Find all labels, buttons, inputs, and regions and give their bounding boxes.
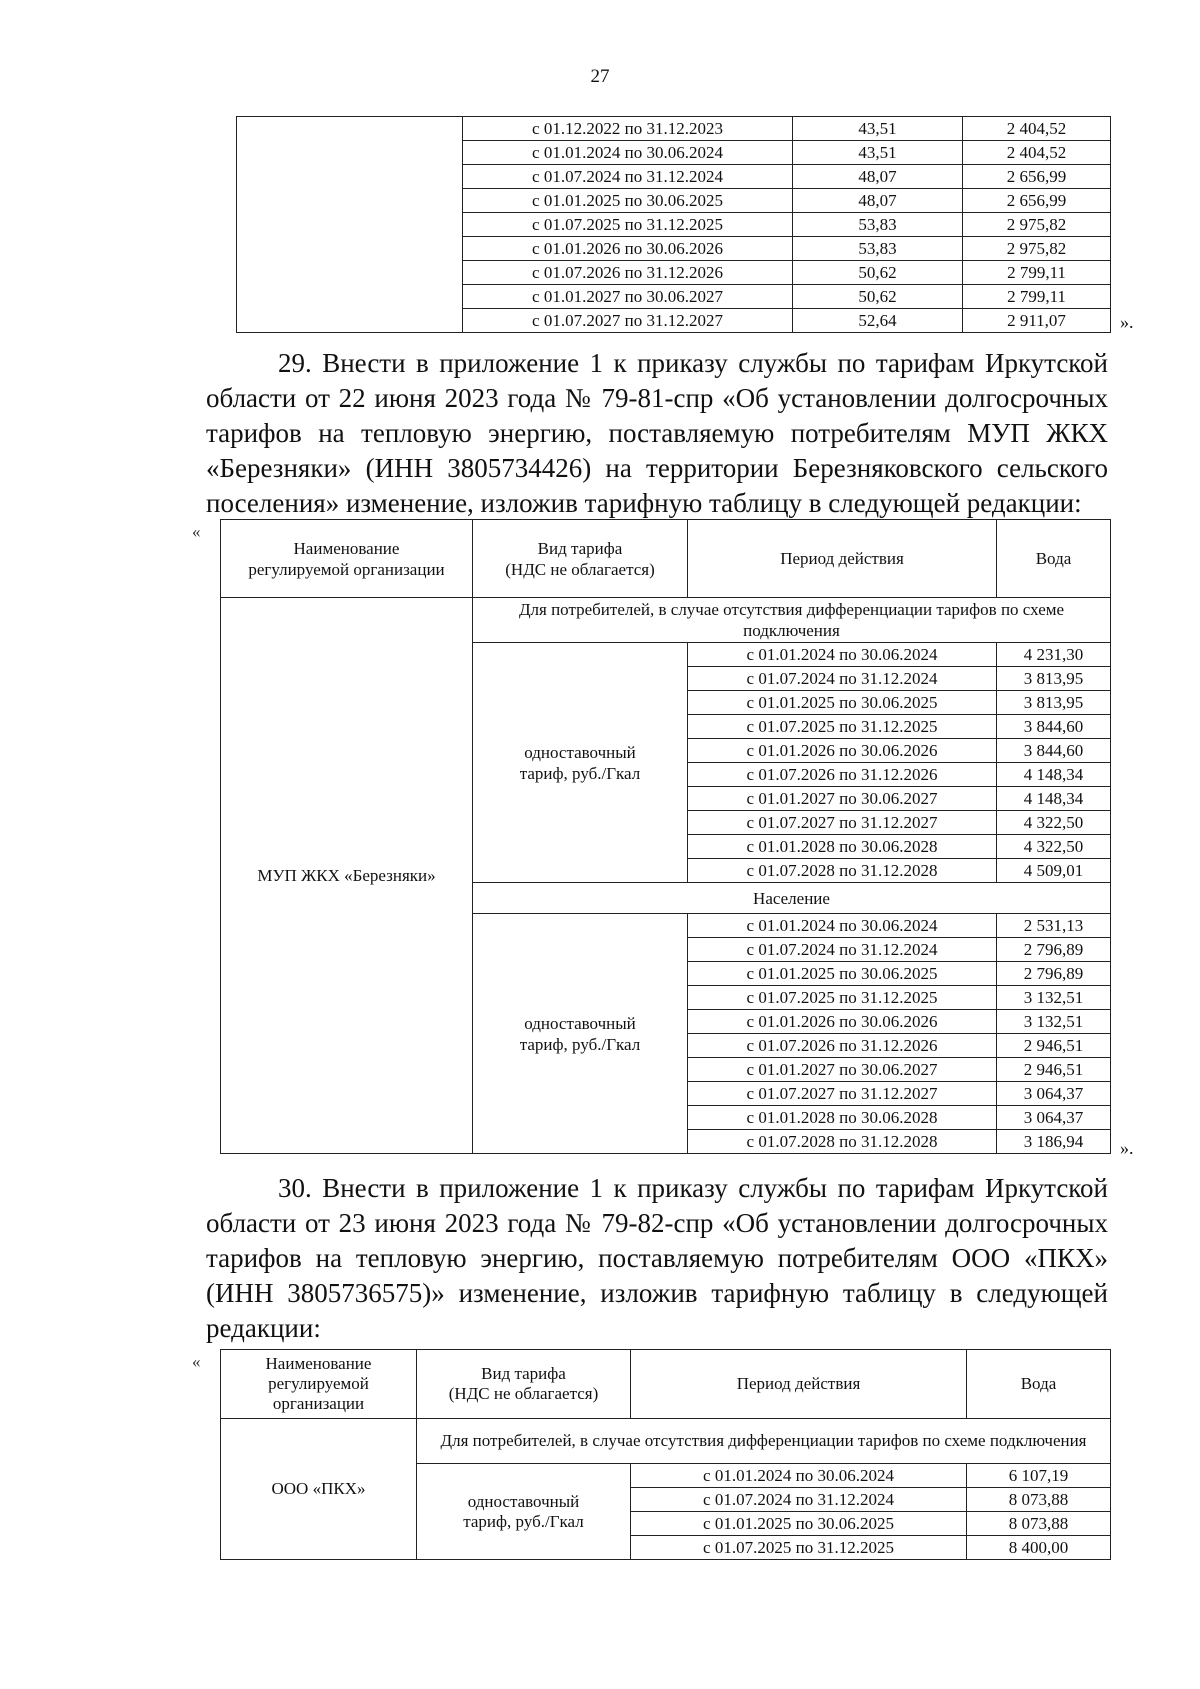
org-name-cell: ООО «ПКХ» <box>221 1419 417 1560</box>
value-cell: 2 799,11 <box>963 285 1111 309</box>
value-cell: 3 064,37 <box>997 1106 1111 1130</box>
value-cell: 2 911,07 <box>963 309 1111 333</box>
period-cell: с 01.01.2024 по 30.06.2024 <box>463 141 793 165</box>
value-cell: 48,07 <box>793 165 963 189</box>
org-name-cell: МУП ЖКХ «Березняки» <box>221 598 473 1154</box>
value-cell: 4 148,34 <box>997 787 1111 811</box>
value-cell: 50,62 <box>793 285 963 309</box>
period-cell: с 01.07.2024 по 31.12.2024 <box>463 165 793 189</box>
value-cell: 43,51 <box>793 141 963 165</box>
value-cell: 2 796,89 <box>997 938 1111 962</box>
period-cell: с 01.01.2025 по 30.06.2025 <box>463 189 793 213</box>
table-row <box>221 1419 1111 1464</box>
value-cell: 8 073,88 <box>967 1488 1111 1512</box>
value-cell: 3 132,51 <box>997 986 1111 1010</box>
value-cell: 3 844,60 <box>997 715 1111 739</box>
header-period: Период действия <box>688 520 997 598</box>
table2-opening-quote: « <box>192 522 201 541</box>
value-cell: 4 322,50 <box>997 835 1111 859</box>
period-cell: с 01.01.2026 по 30.06.2026 <box>688 739 997 763</box>
value-cell: 2 975,82 <box>963 237 1111 261</box>
value-cell: 43,51 <box>793 117 963 141</box>
value-cell: 8 400,00 <box>967 1536 1111 1560</box>
note-cell: Для потребителей, в случае отсутствия дифференциации тарифов по схеме подключения <box>473 598 1111 643</box>
period-cell: с 01.01.2024 по 30.06.2024 <box>688 643 997 667</box>
period-cell: с 01.01.2025 по 30.06.2025 <box>688 691 997 715</box>
value-cell: 2 799,11 <box>963 261 1111 285</box>
header-tariff-type: Вид тарифа (НДС не облагается) <box>473 520 688 598</box>
header-period: Период действия <box>631 1350 967 1419</box>
period-cell: с 01.01.2028 по 30.06.2028 <box>688 835 997 859</box>
header-water: Вода <box>997 520 1111 598</box>
tariff-table-berezniaki <box>220 519 1111 1154</box>
period-cell: с 01.01.2027 по 30.06.2027 <box>463 285 793 309</box>
value-cell: 6 107,19 <box>967 1464 1111 1488</box>
period-cell: с 01.07.2025 по 31.12.2025 <box>688 715 997 739</box>
period-cell: с 01.07.2027 по 31.12.2027 <box>688 1082 997 1106</box>
value-cell: 2 796,89 <box>997 962 1111 986</box>
tariff-table-continued <box>236 116 1111 333</box>
table-header-row <box>221 520 1111 598</box>
period-cell: с 01.07.2024 по 31.12.2024 <box>688 667 997 691</box>
value-cell: 3 844,60 <box>997 739 1111 763</box>
value-cell: 8 073,88 <box>967 1512 1111 1536</box>
table3-opening-quote: « <box>192 1352 201 1371</box>
page-number: 27 <box>590 66 610 87</box>
period-cell: с 01.07.2024 по 31.12.2024 <box>631 1488 967 1512</box>
paragraph-29: 29. Внести в приложение 1 к приказу службы по тарифам Иркутской области от 22 июня 2023 года № 79-81-спр «Об установлении долгосрочных тарифов на тепловую энергию, поставляемую потребителям МУП ЖКХ «Березняки» (ИНН 3805734426) на территории Березняковского сельского поселения» изменение, изложив тарифную таблицу в следующей редакции: <box>206 348 1108 518</box>
value-cell: 4 231,30 <box>997 643 1111 667</box>
period-cell: с 01.07.2025 по 31.12.2025 <box>463 213 793 237</box>
value-cell: 4 148,34 <box>997 763 1111 787</box>
population-cell: Население <box>473 883 1111 914</box>
value-cell: 48,07 <box>793 189 963 213</box>
table-header-row <box>221 1350 1111 1419</box>
header-water: Вода <box>967 1350 1111 1419</box>
period-cell: с 01.01.2025 по 30.06.2025 <box>688 962 997 986</box>
value-cell: 2 946,51 <box>997 1058 1111 1082</box>
period-cell: с 01.01.2026 по 30.06.2026 <box>688 1010 997 1034</box>
value-cell: 2 531,13 <box>997 914 1111 938</box>
value-cell: 3 813,95 <box>997 667 1111 691</box>
value-cell: 3 132,51 <box>997 1010 1111 1034</box>
period-cell: с 01.07.2026 по 31.12.2026 <box>688 763 997 787</box>
table1-closing-quote: ». <box>1120 312 1134 332</box>
header-tariff-type: Вид тарифа (НДС не облагается) <box>417 1350 631 1419</box>
period-cell: с 01.07.2026 по 31.12.2026 <box>463 261 793 285</box>
period-cell: с 01.01.2028 по 30.06.2028 <box>688 1106 997 1130</box>
table2-closing-quote: ». <box>1120 1138 1134 1158</box>
value-cell: 4 509,01 <box>997 859 1111 883</box>
org-cell-blank <box>237 117 463 333</box>
tariff-type-cell: одноставочный тариф, руб./Гкал <box>473 643 688 883</box>
period-cell: с 01.01.2027 по 30.06.2027 <box>688 1058 997 1082</box>
period-cell: с 01.07.2028 по 31.12.2028 <box>688 1130 997 1154</box>
value-cell: 53,83 <box>793 237 963 261</box>
value-cell: 53,83 <box>793 213 963 237</box>
tariff-type-cell: одноставочный тариф, руб./Гкал <box>473 914 688 1154</box>
period-cell: с 01.07.2026 по 31.12.2026 <box>688 1034 997 1058</box>
table-row <box>221 598 1111 643</box>
header-org: Наименование регулируемой организации <box>221 520 473 598</box>
period-cell: с 01.07.2028 по 31.12.2028 <box>688 859 997 883</box>
value-cell: 4 322,50 <box>997 811 1111 835</box>
period-cell: с 01.01.2025 по 30.06.2025 <box>631 1512 967 1536</box>
value-cell: 3 064,37 <box>997 1082 1111 1106</box>
period-cell: с 01.01.2027 по 30.06.2027 <box>688 787 997 811</box>
value-cell: 3 813,95 <box>997 691 1111 715</box>
value-cell: 2 975,82 <box>963 213 1111 237</box>
value-cell: 2 656,99 <box>963 189 1111 213</box>
value-cell: 52,64 <box>793 309 963 333</box>
paragraph-30: 30. Внести в приложение 1 к приказу службы по тарифам Иркутской области от 23 июня 2023 года № 79-82-спр «Об установлении долгосрочных тарифов на тепловую энергию, поставляемую потребителям ООО «ПКХ» (ИНН 3805736575)» изменение, изложив тарифную таблицу в следующей редакции: <box>206 1173 1108 1343</box>
period-cell: с 01.12.2022 по 31.12.2023 <box>463 117 793 141</box>
value-cell: 2 404,52 <box>963 141 1111 165</box>
value-cell: 2 656,99 <box>963 165 1111 189</box>
period-cell: с 01.07.2027 по 31.12.2027 <box>463 309 793 333</box>
header-org: Наименование регулируемой организации <box>221 1350 417 1419</box>
period-cell: с 01.01.2026 по 30.06.2026 <box>463 237 793 261</box>
period-cell: с 01.07.2025 по 31.12.2025 <box>631 1536 967 1560</box>
tariff-table-pkh <box>220 1349 1111 1560</box>
value-cell: 2 404,52 <box>963 117 1111 141</box>
period-cell: с 01.07.2024 по 31.12.2024 <box>688 938 997 962</box>
period-cell: с 01.07.2025 по 31.12.2025 <box>688 986 997 1010</box>
table-row <box>237 117 1111 141</box>
period-cell: с 01.07.2027 по 31.12.2027 <box>688 811 997 835</box>
tariff-type-cell: одноставочный тариф, руб./Гкал <box>417 1464 631 1560</box>
value-cell: 50,62 <box>793 261 963 285</box>
value-cell: 3 186,94 <box>997 1130 1111 1154</box>
period-cell: с 01.01.2024 по 30.06.2024 <box>688 914 997 938</box>
value-cell: 2 946,51 <box>997 1034 1111 1058</box>
period-cell: с 01.01.2024 по 30.06.2024 <box>631 1464 967 1488</box>
note-cell: Для потребителей, в случае отсутствия дифференциации тарифов по схеме подключения <box>417 1419 1111 1464</box>
